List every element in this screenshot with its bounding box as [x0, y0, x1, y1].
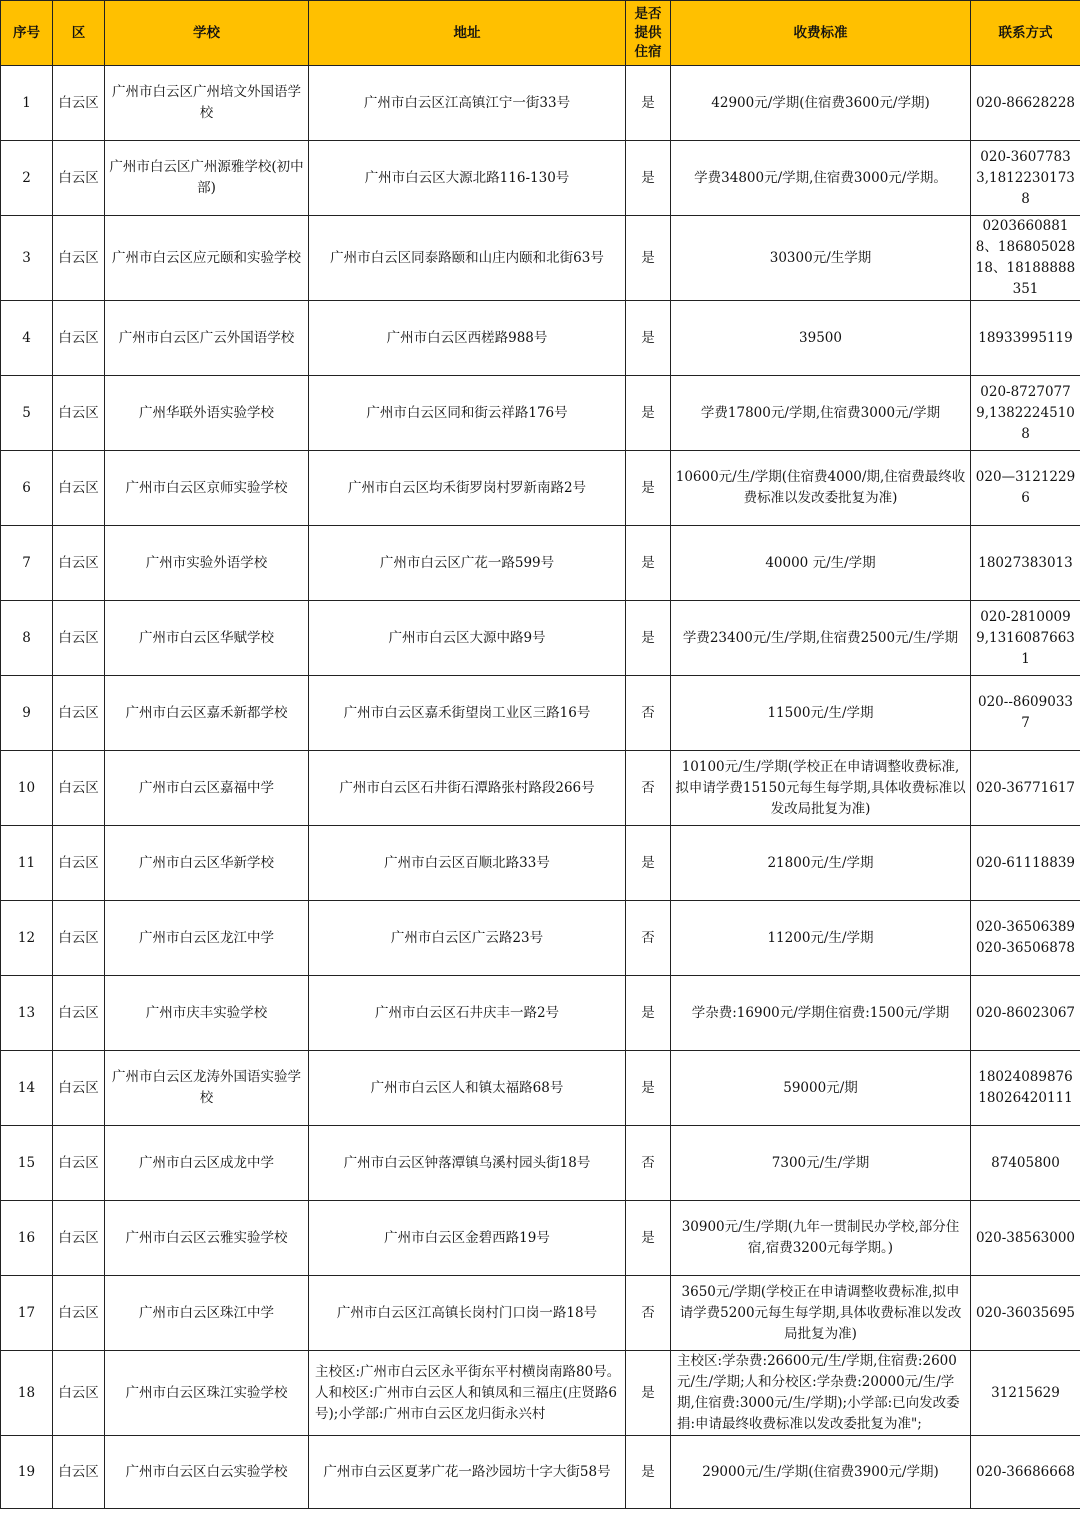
cell-district: 白云区 [53, 451, 105, 526]
cell-fee: 学费34800元/学期,住宿费3000元/学期。 [671, 141, 971, 216]
header-fee: 收费标准 [671, 1, 971, 66]
cell-fee: 学费17800元/学期,住宿费3000元/学期 [671, 376, 971, 451]
cell-district: 白云区 [53, 1351, 105, 1436]
cell-address: 广州市白云区金碧西路19号 [309, 1201, 626, 1276]
cell-fee: 42900元/学期(住宿费3600元/学期) [671, 66, 971, 141]
cell-contact: 87405800 [971, 1126, 1080, 1201]
cell-boarding: 是 [626, 601, 671, 676]
cell-boarding: 否 [626, 1276, 671, 1351]
cell-address: 广州市白云区江高镇江宁一街33号 [309, 66, 626, 141]
cell-school: 广州市白云区白云实验学校 [105, 1436, 309, 1509]
cell-district: 白云区 [53, 751, 105, 826]
cell-address: 广州市白云区大源北路116-130号 [309, 141, 626, 216]
cell-boarding: 是 [626, 376, 671, 451]
cell-index: 13 [1, 976, 53, 1051]
header-row [1, 1, 1080, 66]
cell-district: 白云区 [53, 216, 105, 301]
cell-index: 4 [1, 301, 53, 376]
cell-contact: 020-36035695 [971, 1276, 1080, 1351]
cell-school: 广州市白云区龙涛外国语实验学校 [105, 1051, 309, 1126]
cell-address: 广州市白云区人和镇太福路68号 [309, 1051, 626, 1126]
cell-contact: 020-61118839 [971, 826, 1080, 901]
cell-district: 白云区 [53, 141, 105, 216]
cell-boarding: 否 [626, 1126, 671, 1201]
cell-address: 主校区:广州市白云区永平街东平村横岗南路80号。人和校区:广州市白云区人和镇凤和三福庄(庄贤路6号);小学部:广州市白云区龙归街永兴村 [309, 1351, 626, 1436]
cell-contact: 020—31212296 [971, 451, 1080, 526]
cell-boarding: 是 [626, 66, 671, 141]
header-address: 地址 [309, 1, 626, 66]
cell-fee: 学杂费:16900元/学期住宿费:1500元/学期 [671, 976, 971, 1051]
cell-school: 广州市白云区珠江中学 [105, 1276, 309, 1351]
table-row [1, 526, 1080, 601]
cell-address: 广州市白云区西槎路988号 [309, 301, 626, 376]
cell-contact: 31215629 [971, 1351, 1080, 1436]
cell-fee: 主校区:学杂费:26600元/生/学期,住宿费:2600元/生/学期;人和分校区:学杂费:20000元/生/学期,住宿费:3000元/生/学期);小学部:已向发改委捐:申请最终收费标准以发改委批复为准"; [671, 1351, 971, 1436]
cell-district: 白云区 [53, 1126, 105, 1201]
cell-fee: 40000 元/生/学期 [671, 526, 971, 601]
cell-district: 白云区 [53, 1051, 105, 1126]
table-row [1, 901, 1080, 976]
cell-contact: 18933995119 [971, 301, 1080, 376]
cell-address: 广州市白云区嘉禾街望岗工业区三路16号 [309, 676, 626, 751]
cell-fee: 39500 [671, 301, 971, 376]
table-row [1, 66, 1080, 141]
cell-school: 广州市白云区嘉福中学 [105, 751, 309, 826]
table-row [1, 676, 1080, 751]
cell-fee: 3650元/学期(学校正在申请调整收费标准,拟申请学费5200元每生每学期,具体收费标准以发改局批复为准) [671, 1276, 971, 1351]
cell-index: 3 [1, 216, 53, 301]
cell-index: 15 [1, 1126, 53, 1201]
cell-boarding: 是 [626, 826, 671, 901]
cell-district: 白云区 [53, 1436, 105, 1509]
header-contact: 联系方式 [971, 1, 1080, 66]
cell-contact: 18027383013 [971, 526, 1080, 601]
cell-contact: 020-38563000 [971, 1201, 1080, 1276]
cell-contact: 020-36077833,18122301738 [971, 141, 1080, 216]
cell-school: 广州市白云区应元颐和实验学校 [105, 216, 309, 301]
cell-boarding: 是 [626, 141, 671, 216]
cell-boarding: 是 [626, 301, 671, 376]
cell-contact: 020-86628228 [971, 66, 1080, 141]
cell-index: 11 [1, 826, 53, 901]
cell-index: 8 [1, 601, 53, 676]
cell-contact: 020-36506389020-36506878 [971, 901, 1080, 976]
cell-contact: 18024089876 18026420111 [971, 1051, 1080, 1126]
cell-district: 白云区 [53, 526, 105, 601]
cell-contact: 020-28100099,13160876631 [971, 601, 1080, 676]
cell-boarding: 是 [626, 526, 671, 601]
cell-district: 白云区 [53, 901, 105, 976]
cell-index: 1 [1, 66, 53, 141]
table-row [1, 1126, 1080, 1201]
cell-boarding: 是 [626, 216, 671, 301]
cell-address: 广州市白云区石井庆丰一路2号 [309, 976, 626, 1051]
header-school: 学校 [105, 1, 309, 66]
table-row [1, 141, 1080, 216]
cell-school: 广州市白云区成龙中学 [105, 1126, 309, 1201]
cell-school: 广州市白云区华新学校 [105, 826, 309, 901]
table-row [1, 1276, 1080, 1351]
cell-index: 16 [1, 1201, 53, 1276]
cell-school: 广州市实验外语学校 [105, 526, 309, 601]
table-row [1, 376, 1080, 451]
cell-address: 广州市白云区同泰路颐和山庄内颐和北街63号 [309, 216, 626, 301]
cell-boarding: 是 [626, 451, 671, 526]
cell-address: 广州市白云区广云路23号 [309, 901, 626, 976]
cell-boarding: 是 [626, 1351, 671, 1436]
cell-school: 广州市白云区广州培文外国语学校 [105, 66, 309, 141]
cell-boarding: 是 [626, 1201, 671, 1276]
header-district: 区 [53, 1, 105, 66]
cell-school: 广州华联外语实验学校 [105, 376, 309, 451]
cell-index: 7 [1, 526, 53, 601]
cell-index: 5 [1, 376, 53, 451]
cell-boarding: 是 [626, 1051, 671, 1126]
cell-fee: 30900元/生/学期(九年一贯制民办学校,部分住宿,宿费3200元每学期。) [671, 1201, 971, 1276]
cell-address: 广州市白云区石井街石潭路张村路段266号 [309, 751, 626, 826]
cell-district: 白云区 [53, 66, 105, 141]
cell-index: 6 [1, 451, 53, 526]
table-row [1, 451, 1080, 526]
cell-address: 广州市白云区夏茅广花一路沙园坊十字大街58号 [309, 1436, 626, 1509]
cell-district: 白云区 [53, 601, 105, 676]
table-row [1, 1351, 1080, 1436]
cell-contact: 02036608818、18680502818、18188888351 [971, 216, 1080, 301]
cell-school: 广州市白云区广云外国语学校 [105, 301, 309, 376]
header-index: 序号 [1, 1, 53, 66]
cell-address: 广州市白云区大源中路9号 [309, 601, 626, 676]
cell-boarding: 是 [626, 1436, 671, 1509]
cell-address: 广州市白云区江高镇长岗村门口岗一路18号 [309, 1276, 626, 1351]
cell-index: 2 [1, 141, 53, 216]
cell-school: 广州市白云区华赋学校 [105, 601, 309, 676]
table-row [1, 216, 1080, 301]
cell-index: 19 [1, 1436, 53, 1509]
cell-index: 12 [1, 901, 53, 976]
cell-index: 17 [1, 1276, 53, 1351]
cell-fee: 7300元/生/学期 [671, 1126, 971, 1201]
cell-district: 白云区 [53, 301, 105, 376]
cell-index: 9 [1, 676, 53, 751]
cell-fee: 10100元/生/学期(学校正在申请调整收费标准,拟申请学费15150元每生每学期,具体收费标准以发改局批复为准) [671, 751, 971, 826]
cell-fee: 29000元/生/学期(住宿费3900元/学期) [671, 1436, 971, 1509]
cell-index: 10 [1, 751, 53, 826]
cell-district: 白云区 [53, 826, 105, 901]
table-row [1, 301, 1080, 376]
cell-school: 广州市白云区龙江中学 [105, 901, 309, 976]
cell-contact: 020-86023067 [971, 976, 1080, 1051]
table-body [1, 66, 1080, 1509]
cell-boarding: 否 [626, 901, 671, 976]
cell-contact: 020-36771617 [971, 751, 1080, 826]
cell-address: 广州市白云区均禾街罗岗村罗新南路2号 [309, 451, 626, 526]
cell-district: 白云区 [53, 976, 105, 1051]
cell-fee: 11200元/生/学期 [671, 901, 971, 976]
cell-contact: 020--86090337 [971, 676, 1080, 751]
cell-boarding: 否 [626, 751, 671, 826]
cell-contact: 020-36686668 [971, 1436, 1080, 1509]
cell-school: 广州市白云区京师实验学校 [105, 451, 309, 526]
table-row [1, 976, 1080, 1051]
cell-school: 广州市白云区广州源雅学校(初中部) [105, 141, 309, 216]
cell-school: 广州市庆丰实验学校 [105, 976, 309, 1051]
table-row [1, 751, 1080, 826]
table-row [1, 601, 1080, 676]
cell-address: 广州市白云区钟落潭镇乌溪村园头街18号 [309, 1126, 626, 1201]
cell-address: 广州市白云区广花一路599号 [309, 526, 626, 601]
table-row [1, 826, 1080, 901]
cell-fee: 59000元/期 [671, 1051, 971, 1126]
cell-address: 广州市白云区百顺北路33号 [309, 826, 626, 901]
cell-district: 白云区 [53, 1201, 105, 1276]
cell-index: 14 [1, 1051, 53, 1126]
cell-fee: 11500元/生/学期 [671, 676, 971, 751]
table-row [1, 1436, 1080, 1509]
cell-school: 广州市白云区云雅实验学校 [105, 1201, 309, 1276]
table-row [1, 1051, 1080, 1126]
cell-district: 白云区 [53, 376, 105, 451]
table-row [1, 1201, 1080, 1276]
cell-fee: 10600元/生/学期(住宿费4000/期,住宿费最终收费标准以发改委批复为准) [671, 451, 971, 526]
header-boarding: 是否提供住宿 [626, 1, 671, 66]
cell-index: 18 [1, 1351, 53, 1436]
cell-school: 广州市白云区嘉禾新都学校 [105, 676, 309, 751]
cell-fee: 30300元/生学期 [671, 216, 971, 301]
cell-boarding: 否 [626, 676, 671, 751]
cell-address: 广州市白云区同和街云祥路176号 [309, 376, 626, 451]
cell-boarding: 是 [626, 976, 671, 1051]
cell-fee: 学费23400元/生/学期,住宿费2500元/生/学期 [671, 601, 971, 676]
cell-fee: 21800元/生/学期 [671, 826, 971, 901]
cell-district: 白云区 [53, 676, 105, 751]
cell-contact: 020-87270779,13822245108 [971, 376, 1080, 451]
cell-school: 广州市白云区珠江实验学校 [105, 1351, 309, 1436]
cell-district: 白云区 [53, 1276, 105, 1351]
